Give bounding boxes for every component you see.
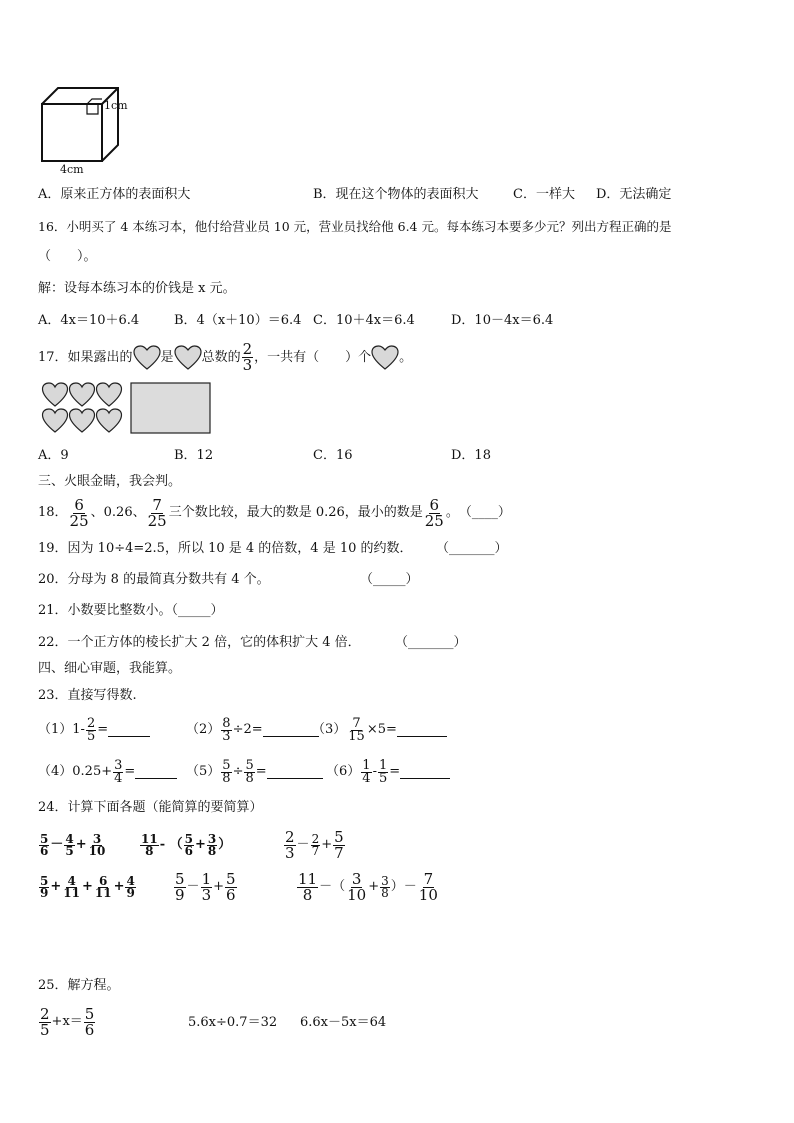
q18-fraction-1: $\frac{6}{25}$: [69, 495, 89, 530]
q18-line: [38, 496, 511, 530]
q16-option-c[interactable]: C．10＋4x＝6.4: [313, 313, 415, 328]
heart-icon: [174, 345, 202, 371]
q21-stem[interactable]: 21．小数要比整数小。（_____）: [38, 603, 224, 618]
answer-blank[interactable]: [400, 766, 450, 779]
q18-number: 18．: [38, 505, 68, 520]
q25-title: 25．解方程。: [38, 978, 120, 993]
q19-answer-bracket[interactable]: （_______）: [436, 541, 508, 556]
q17-stem: [38, 342, 412, 373]
q20-answer-bracket[interactable]: （_____）: [360, 572, 419, 587]
heart-icon: [371, 345, 399, 371]
q24-expression-5: $\frac{5}{9}$ － $\frac{1}{3}$ + $\frac{5}{6}$: [175, 869, 236, 904]
q18-text-2: 三个数比较，最大的数是 0.26，最小的数是: [168, 505, 423, 520]
q15-option-b[interactable]: B．现在这个物体的表面积大: [313, 187, 479, 202]
q16-stem: 16．小明买了 4 本练习本，他付给营业员 10 元，营业员找给他 6.4 元。每本练习本要多少元？列出方程正确的是: [38, 219, 672, 234]
cube-big-edge-label: 4cm: [60, 163, 84, 176]
q20-stem: 20．分母为 8 的最简真分数共有 4 个。: [38, 572, 270, 587]
q24-expression-2: $\frac{11}{8}$ - （ $\frac{5}{6}$ + $\frac{3}{8}$ ）: [141, 831, 232, 858]
q17-option-d[interactable]: D．18: [451, 448, 491, 463]
q17-hearts-picture: [40, 380, 212, 436]
q15-option-c[interactable]: C．一样大: [513, 187, 575, 202]
q23-title: 23．直接写得数.: [38, 688, 137, 703]
q23-item-5: （5） $\frac{5}{8}$ ÷ $\frac{5}{8}$ =: [186, 754, 323, 790]
q18-fraction-2: $\frac{7}{25}$: [147, 495, 167, 530]
q23-item-3: （3） $\frac{7}{15}$ ×5=: [312, 712, 447, 748]
q24-expression-4: $\frac{5}{9}$ + $\frac{4}{11}$ + $\frac{6}{11}$ + $\frac{4}{9}$: [40, 873, 135, 900]
q24-expression-1: $\frac{5}{6}$ － $\frac{4}{5}$ + $\frac{3}{10}$: [40, 831, 106, 858]
q17-option-a[interactable]: A．9: [38, 448, 69, 463]
answer-blank[interactable]: [397, 724, 447, 737]
q17-text-5: 。: [399, 349, 413, 365]
q17-option-b[interactable]: B．12: [174, 448, 214, 463]
q25-equation-2: 5.6x÷0.7＝32: [188, 1015, 278, 1030]
q16-option-b[interactable]: B．4（x＋10）＝6.4: [174, 313, 302, 328]
q23-item-1: （1）1- $\frac{2}{5}$ =: [38, 712, 150, 748]
q16-option-a[interactable]: A．4x＝10＋6.4: [38, 313, 140, 328]
q16-answer-bracket[interactable]: （ ）。: [38, 249, 97, 264]
q17-text-4: ，一共有（ ）个: [254, 349, 372, 365]
q17-fraction: $\frac{2}{3}$: [242, 340, 253, 374]
answer-blank[interactable]: [108, 724, 150, 737]
q17-option-c[interactable]: C．16: [313, 448, 353, 463]
q18-fraction-3: $\frac{6}{25}$: [424, 495, 444, 530]
q24-expression-6: $\frac{11}{8}$ － （ $\frac{3}{10}$ + $\frac{3}{8}$ ） － $\frac{7}{10}$: [298, 869, 438, 904]
answer-blank[interactable]: [267, 766, 323, 779]
heart-icon: [133, 345, 161, 371]
q23-item-6: （6） $\frac{1}{4}$ - $\frac{1}{5}$ =: [326, 754, 450, 790]
q16-option-d[interactable]: D．10－4x＝6.4: [451, 313, 554, 328]
q22-answer-bracket[interactable]: （_______）: [395, 635, 467, 650]
section-3-heading: 三、火眼金睛，我会判。: [38, 474, 182, 489]
q23-item-4: （4）0.25+ $\frac{3}{4}$ =: [38, 754, 177, 790]
q17-text-3: 总数的: [201, 349, 241, 365]
answer-blank[interactable]: [263, 724, 319, 737]
q23-item-2: （2） $\frac{8}{3}$ ÷2=: [186, 712, 319, 748]
q17-text-1: 17．如果露出的: [38, 349, 133, 365]
q18-answer-bracket[interactable]: 。 （____）: [445, 505, 511, 520]
q15-option-d[interactable]: D．无法确定: [596, 187, 672, 202]
q22-stem: 22．一个正方体的棱长扩大 2 倍，它的体积扩大 4 倍．: [38, 635, 361, 650]
q19-stem: 19．因为 10÷4=2.5，所以 10 是 4 的倍数，4 是 10 的约数．: [38, 541, 413, 556]
q16-solve-line: 解：设每本练习本的价钱是 x 元。: [38, 281, 236, 296]
q18-text-1: 、0.26、: [90, 505, 146, 520]
q17-text-2: 是: [160, 349, 174, 365]
answer-blank[interactable]: [135, 766, 177, 779]
q25-equation-1: $\frac{2}{5}$ +x＝ $\frac{5}{6}$: [40, 1004, 95, 1039]
cube-small-edge-label: 1cm: [104, 99, 128, 112]
q24-title: 24．计算下面各题（能简算的要简算）: [38, 800, 263, 815]
q25-equation-3: 6.6x－5x＝64: [300, 1015, 387, 1030]
q24-expression-3: $\frac{2}{3}$ － $\frac{2}{7}$ + $\frac{5}{7}$: [285, 827, 344, 862]
q15-option-a[interactable]: A．原来正方体的表面积大: [38, 187, 191, 202]
section-4-heading: 四、细心审题，我能算。: [38, 661, 182, 676]
